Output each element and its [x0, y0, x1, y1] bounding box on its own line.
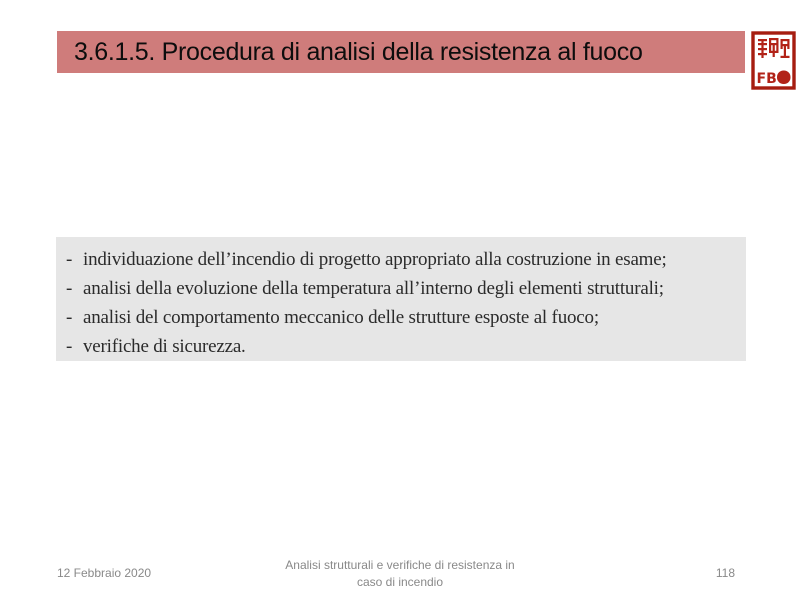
- footer-caption-line2: caso di incendio: [356, 575, 444, 589]
- footer-caption: [265, 557, 535, 591]
- dash-bullet: -: [66, 307, 73, 328]
- list-item-text: verifiche di sicurezza.: [83, 336, 246, 357]
- list-item-text: individuazione dell’incendio di progetto appropriato alla costruzione in esame;: [83, 249, 667, 270]
- dash-bullet: -: [66, 278, 73, 299]
- footer-date: 12 Febbraio 2020: [57, 566, 152, 580]
- page-number: 118: [715, 566, 735, 580]
- stamp-letters: FB: [756, 71, 777, 87]
- list-item: [56, 274, 746, 303]
- footer-caption-line1: Analisi strutturali e verifiche di resistenza in: [285, 558, 515, 572]
- list-item: [56, 245, 746, 274]
- seal-stamp-icon: [751, 31, 796, 90]
- list-item: [56, 332, 746, 361]
- dash-bullet: -: [66, 249, 73, 270]
- dash-bullet: -: [66, 336, 73, 357]
- list-item-text: analisi della evoluzione della temperatura all’interno degli elementi strutturali;: [83, 278, 664, 299]
- slide-title-bar: [57, 31, 745, 73]
- list-item-text: analisi del comportamento meccanico delle strutture esposte al fuoco;: [83, 307, 599, 328]
- list-item: [56, 303, 746, 332]
- slide-title: 3.6.1.5. Procedura di analisi della resistenza al fuoco: [74, 37, 643, 66]
- content-list: [56, 237, 746, 361]
